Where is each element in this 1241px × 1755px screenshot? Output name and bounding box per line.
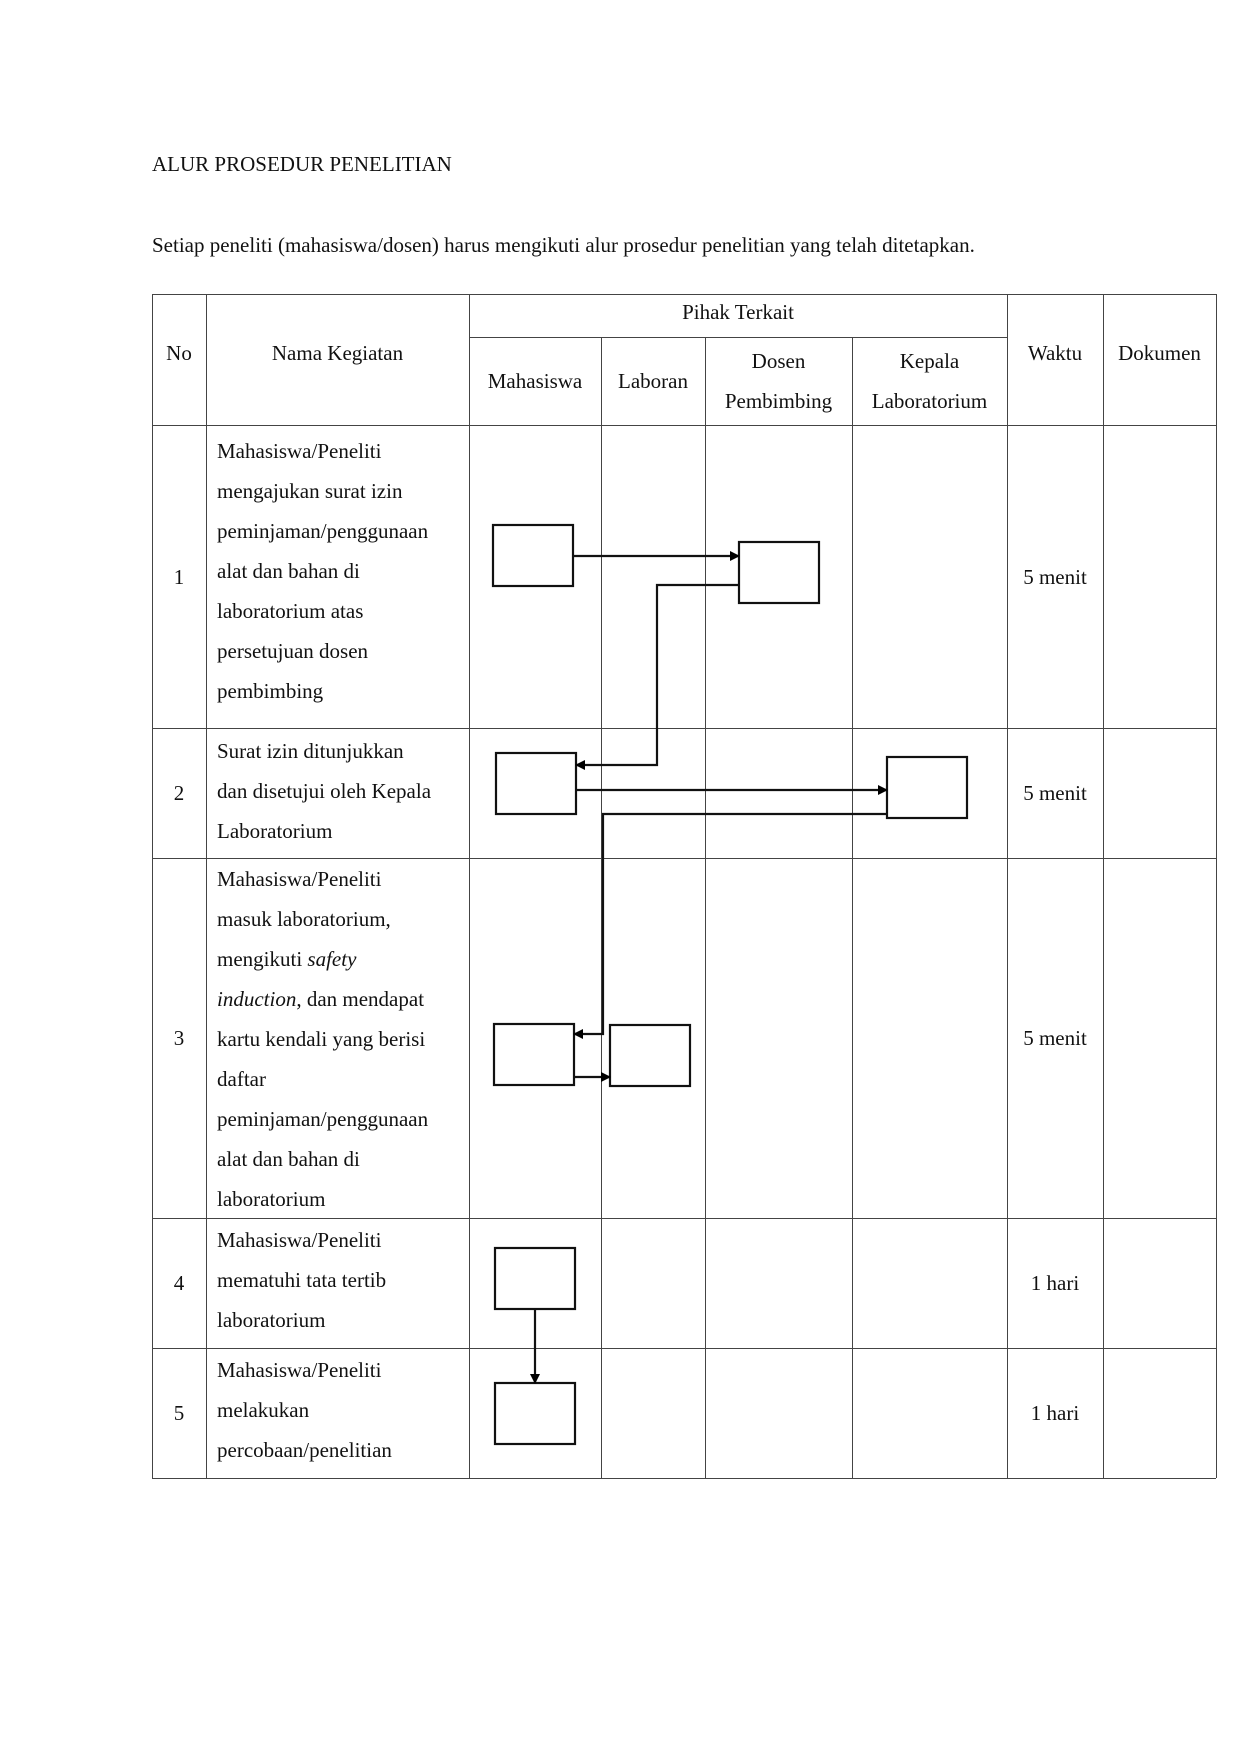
header-no-label: No (166, 341, 192, 365)
process-box-step2-kepala (887, 757, 967, 818)
desc-line: percobaan/penelitian (217, 1438, 392, 1462)
table-border-bottom (152, 1478, 1216, 1479)
desc-line: Mahasiswa/Peneliti (217, 1358, 382, 1382)
desc-line: masuk laboratorium, (217, 907, 391, 931)
row-3-waktu: 5 menit (1023, 1026, 1087, 1050)
desc-line: alat dan bahan di (217, 1147, 360, 1171)
process-box-step2-mahasiswa (496, 753, 576, 814)
row-3-no: 3 (173, 1026, 185, 1050)
desc-line: Mahasiswa/Peneliti (217, 867, 382, 891)
desc-line: mengajukan surat izin (217, 479, 403, 503)
process-box-step4-mahasiswa (495, 1248, 575, 1309)
arrow-kepala-to-step3 (574, 814, 887, 1034)
desc-line: peminjaman/penggunaan (217, 519, 429, 543)
row-1-no: 1 (173, 564, 185, 589)
desc-line: pembimbing (217, 679, 324, 703)
desc-line: Laboratorium (217, 819, 333, 843)
flowchart (152, 294, 1216, 1478)
intro-paragraph: Setiap peneliti (mahasiswa/dosen) harus mengikuti alur prosedur penelitian yang telah ditetapkan. (152, 233, 975, 257)
row-4-waktu: 1 hari (1030, 1271, 1080, 1295)
process-box-step3-mahasiswa (494, 1024, 574, 1085)
header-mahasiswa-label: Mahasiswa (487, 369, 583, 393)
header-laboran-label: Laboran (618, 369, 688, 393)
col-border (1216, 294, 1217, 1478)
desc-line: kartu kendali yang berisi (217, 1027, 426, 1051)
desc-line: laboratorium atas (217, 599, 364, 623)
header-nama-kegiatan-label: Nama Kegiatan (271, 341, 404, 365)
procedure-table (152, 294, 1216, 1478)
header-pihak-terkait-label: Pihak Terkait (682, 300, 794, 324)
desc-line: melakukan (217, 1398, 310, 1422)
desc-italic-text: induction (217, 987, 297, 1011)
desc-line: dan disetujui oleh Kepala (217, 779, 432, 803)
header-dokumen-label: Dokumen (1118, 341, 1201, 365)
row-4-no: 4 (173, 1271, 185, 1295)
header-kepala-line2: Laboratorium (871, 389, 988, 413)
row-2-no: 2 (173, 781, 185, 805)
row-5-waktu: 1 hari (1030, 1401, 1080, 1425)
desc-line: Mahasiswa/Peneliti (217, 1228, 382, 1252)
desc-line: persetujuan dosen (217, 639, 369, 663)
desc-line: Surat izin ditunjukkan (217, 739, 404, 763)
desc-line: mematuhi tata tertib (217, 1268, 387, 1292)
row-2-waktu: 5 menit (1023, 781, 1087, 805)
desc-text: , dan mendapat (296, 987, 425, 1011)
desc-line: laboratorium (217, 1308, 326, 1332)
row-1-waktu: 5 menit (1023, 564, 1087, 589)
header-dosen-line2: Pembimbing (724, 389, 833, 413)
desc-line: laboratorium (217, 1187, 326, 1211)
header-kepala-line1: Kepala (899, 349, 960, 373)
process-box-step1-dosen (739, 542, 819, 603)
desc-line: alat dan bahan di (217, 559, 360, 583)
desc-line: Mahasiswa/Peneliti (217, 439, 382, 463)
document-title: ALUR PROSEDUR PENELITIAN (152, 152, 452, 176)
process-box-step5-mahasiswa (495, 1383, 575, 1444)
desc-italic-text: safety (307, 947, 357, 971)
row-5-no: 5 (173, 1401, 185, 1425)
arrow-dosen-to-step2 (576, 585, 739, 765)
header-waktu-label: Waktu (1027, 341, 1083, 365)
header-dosen-line1: Dosen (751, 349, 806, 373)
desc-line: peminjaman/penggunaan (217, 1107, 429, 1131)
desc-line: daftar (217, 1067, 266, 1091)
process-box-step3-laboran (610, 1025, 690, 1086)
desc-text: mengikuti (217, 947, 308, 971)
process-box-step1-mahasiswa (493, 525, 573, 586)
